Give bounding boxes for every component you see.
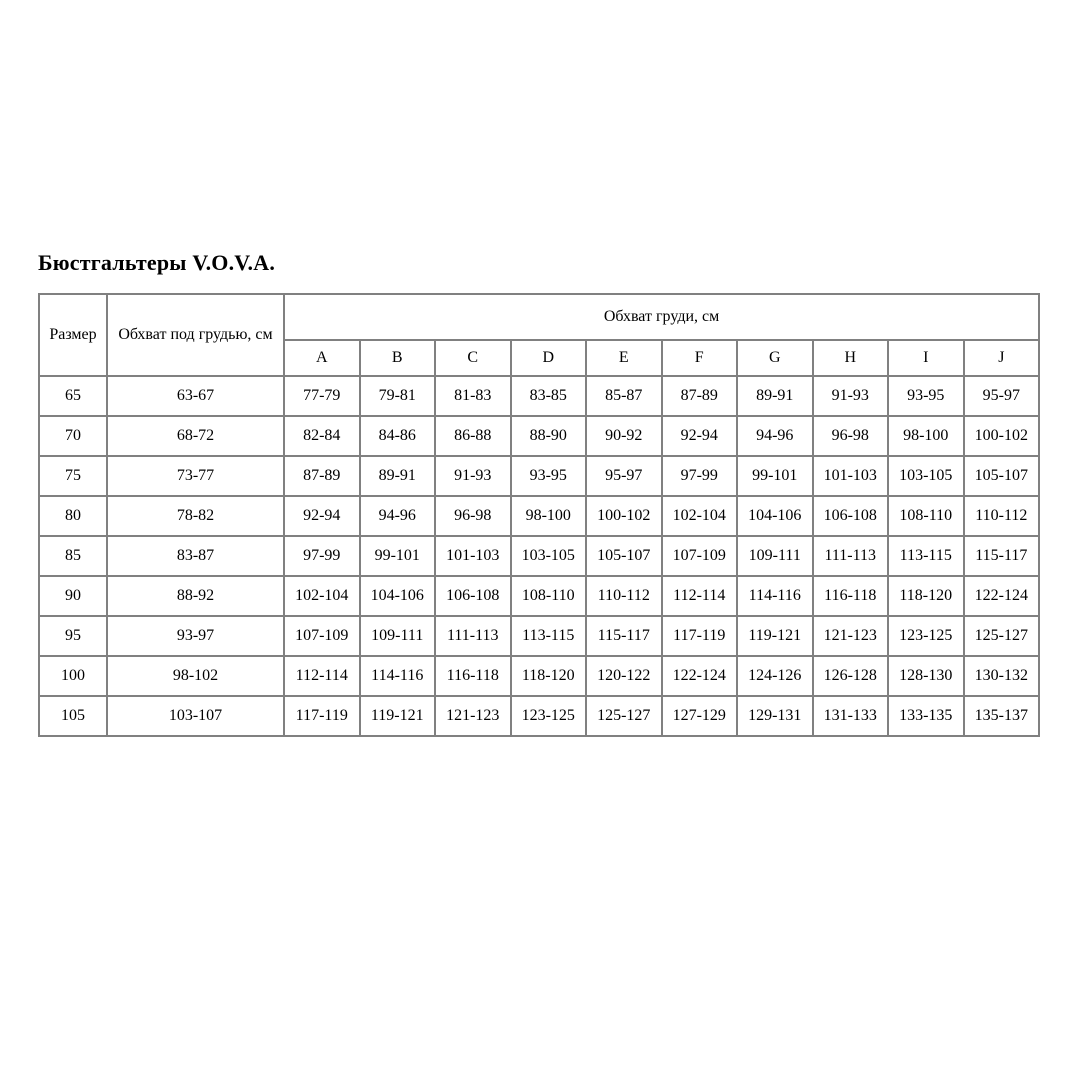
table-row: [39, 696, 1039, 736]
table-cell: 135-137: [964, 696, 1040, 736]
table-cell: 119-121: [737, 616, 813, 656]
table-cell: 133-135: [888, 696, 964, 736]
table-cell: 73-77: [107, 456, 284, 496]
table-cell: 96-98: [435, 496, 511, 536]
table-cell: 113-115: [888, 536, 964, 576]
table-cell: 70: [39, 416, 107, 456]
underbust-column-header: Обхват под грудью, см: [107, 294, 284, 376]
size-column-header: Размер: [39, 294, 107, 376]
table-cell: 127-129: [662, 696, 738, 736]
table-cell: 96-98: [813, 416, 889, 456]
table-cell: 116-118: [435, 656, 511, 696]
table-cell: 103-107: [107, 696, 284, 736]
table-cell: 122-124: [662, 656, 738, 696]
table-cell: 118-120: [888, 576, 964, 616]
table-cell: 85: [39, 536, 107, 576]
cup-column-header: I: [888, 340, 964, 376]
table-cell: 88-92: [107, 576, 284, 616]
table-cell: 101-103: [435, 536, 511, 576]
table-row: [39, 616, 1039, 656]
table-cell: 88-90: [511, 416, 587, 456]
table-cell: 111-113: [813, 536, 889, 576]
table-cell: 87-89: [662, 376, 738, 416]
table-cell: 98-100: [511, 496, 587, 536]
size-table-body: [39, 376, 1039, 736]
table-cell: 115-117: [586, 616, 662, 656]
table-cell: 95-97: [964, 376, 1040, 416]
group-header-row: [39, 294, 1039, 340]
cup-column-header: B: [360, 340, 436, 376]
table-cell: 65: [39, 376, 107, 416]
table-cell: 95-97: [586, 456, 662, 496]
table-cell: 112-114: [284, 656, 360, 696]
table-cell: 92-94: [284, 496, 360, 536]
table-cell: 100: [39, 656, 107, 696]
table-cell: 105: [39, 696, 107, 736]
table-cell: 97-99: [284, 536, 360, 576]
table-cell: 99-101: [360, 536, 436, 576]
table-cell: 108-110: [888, 496, 964, 536]
table-cell: 119-121: [360, 696, 436, 736]
table-cell: 106-108: [813, 496, 889, 536]
table-cell: 110-112: [586, 576, 662, 616]
table-cell: 94-96: [737, 416, 813, 456]
table-cell: 100-102: [964, 416, 1040, 456]
table-cell: 77-79: [284, 376, 360, 416]
table-cell: 101-103: [813, 456, 889, 496]
table-cell: 78-82: [107, 496, 284, 536]
table-cell: 123-125: [511, 696, 587, 736]
table-cell: 114-116: [360, 656, 436, 696]
table-cell: 103-105: [888, 456, 964, 496]
table-cell: 90-92: [586, 416, 662, 456]
table-cell: 113-115: [511, 616, 587, 656]
table-cell: 103-105: [511, 536, 587, 576]
table-cell: 63-67: [107, 376, 284, 416]
table-cell: 99-101: [737, 456, 813, 496]
table-cell: 68-72: [107, 416, 284, 456]
table-cell: 106-108: [435, 576, 511, 616]
table-cell: 105-107: [964, 456, 1040, 496]
table-cell: 115-117: [964, 536, 1040, 576]
table-cell: 90: [39, 576, 107, 616]
table-cell: 118-120: [511, 656, 587, 696]
table-row: [39, 416, 1039, 456]
table-cell: 104-106: [737, 496, 813, 536]
table-row: [39, 376, 1039, 416]
table-cell: 97-99: [662, 456, 738, 496]
table-cell: 91-93: [435, 456, 511, 496]
table-cell: 91-93: [813, 376, 889, 416]
table-cell: 105-107: [586, 536, 662, 576]
table-cell: 126-128: [813, 656, 889, 696]
table-cell: 109-111: [360, 616, 436, 656]
table-cell: 107-109: [284, 616, 360, 656]
table-cell: 129-131: [737, 696, 813, 736]
table-cell: 117-119: [662, 616, 738, 656]
table-row: [39, 536, 1039, 576]
table-cell: 122-124: [964, 576, 1040, 616]
table-cell: 85-87: [586, 376, 662, 416]
table-cell: 102-104: [662, 496, 738, 536]
table-cell: 94-96: [360, 496, 436, 536]
table-cell: 104-106: [360, 576, 436, 616]
table-cell: 124-126: [737, 656, 813, 696]
table-row: [39, 456, 1039, 496]
table-cell: 121-123: [435, 696, 511, 736]
cup-column-header: F: [662, 340, 738, 376]
table-cell: 123-125: [888, 616, 964, 656]
table-cell: 79-81: [360, 376, 436, 416]
table-cell: 128-130: [888, 656, 964, 696]
table-cell: 87-89: [284, 456, 360, 496]
table-cell: 130-132: [964, 656, 1040, 696]
size-table-head: [39, 294, 1039, 376]
table-cell: 75: [39, 456, 107, 496]
table-cell: 98-100: [888, 416, 964, 456]
cup-column-header: D: [511, 340, 587, 376]
table-cell: 116-118: [813, 576, 889, 616]
table-row: [39, 496, 1039, 536]
table-cell: 81-83: [435, 376, 511, 416]
table-cell: 121-123: [813, 616, 889, 656]
table-cell: 82-84: [284, 416, 360, 456]
table-cell: 83-87: [107, 536, 284, 576]
table-cell: 93-97: [107, 616, 284, 656]
table-cell: 93-95: [888, 376, 964, 416]
table-cell: 80: [39, 496, 107, 536]
table-cell: 84-86: [360, 416, 436, 456]
table-cell: 110-112: [964, 496, 1040, 536]
table-cell: 86-88: [435, 416, 511, 456]
table-cell: 92-94: [662, 416, 738, 456]
table-cell: 120-122: [586, 656, 662, 696]
table-cell: 107-109: [662, 536, 738, 576]
table-cell: 89-91: [360, 456, 436, 496]
table-row: [39, 576, 1039, 616]
table-cell: 125-127: [964, 616, 1040, 656]
cup-column-header: A: [284, 340, 360, 376]
table-cell: 112-114: [662, 576, 738, 616]
table-cell: 117-119: [284, 696, 360, 736]
cup-column-header: J: [964, 340, 1040, 376]
table-cell: 109-111: [737, 536, 813, 576]
table-cell: 98-102: [107, 656, 284, 696]
table-cell: 89-91: [737, 376, 813, 416]
bust-group-header: Обхват груди, см: [284, 294, 1039, 340]
table-row: [39, 656, 1039, 696]
cup-column-header: C: [435, 340, 511, 376]
table-cell: 102-104: [284, 576, 360, 616]
table-cell: 131-133: [813, 696, 889, 736]
page-title: Бюстгальтеры V.O.V.A.: [38, 250, 276, 275]
cup-column-header: H: [813, 340, 889, 376]
table-cell: 108-110: [511, 576, 587, 616]
table-cell: 100-102: [586, 496, 662, 536]
cup-column-header: E: [586, 340, 662, 376]
table-cell: 93-95: [511, 456, 587, 496]
cup-column-header: G: [737, 340, 813, 376]
table-cell: 83-85: [511, 376, 587, 416]
table-cell: 111-113: [435, 616, 511, 656]
table-cell: 125-127: [586, 696, 662, 736]
table-cell: 114-116: [737, 576, 813, 616]
size-table: [38, 293, 1040, 737]
table-cell: 95: [39, 616, 107, 656]
